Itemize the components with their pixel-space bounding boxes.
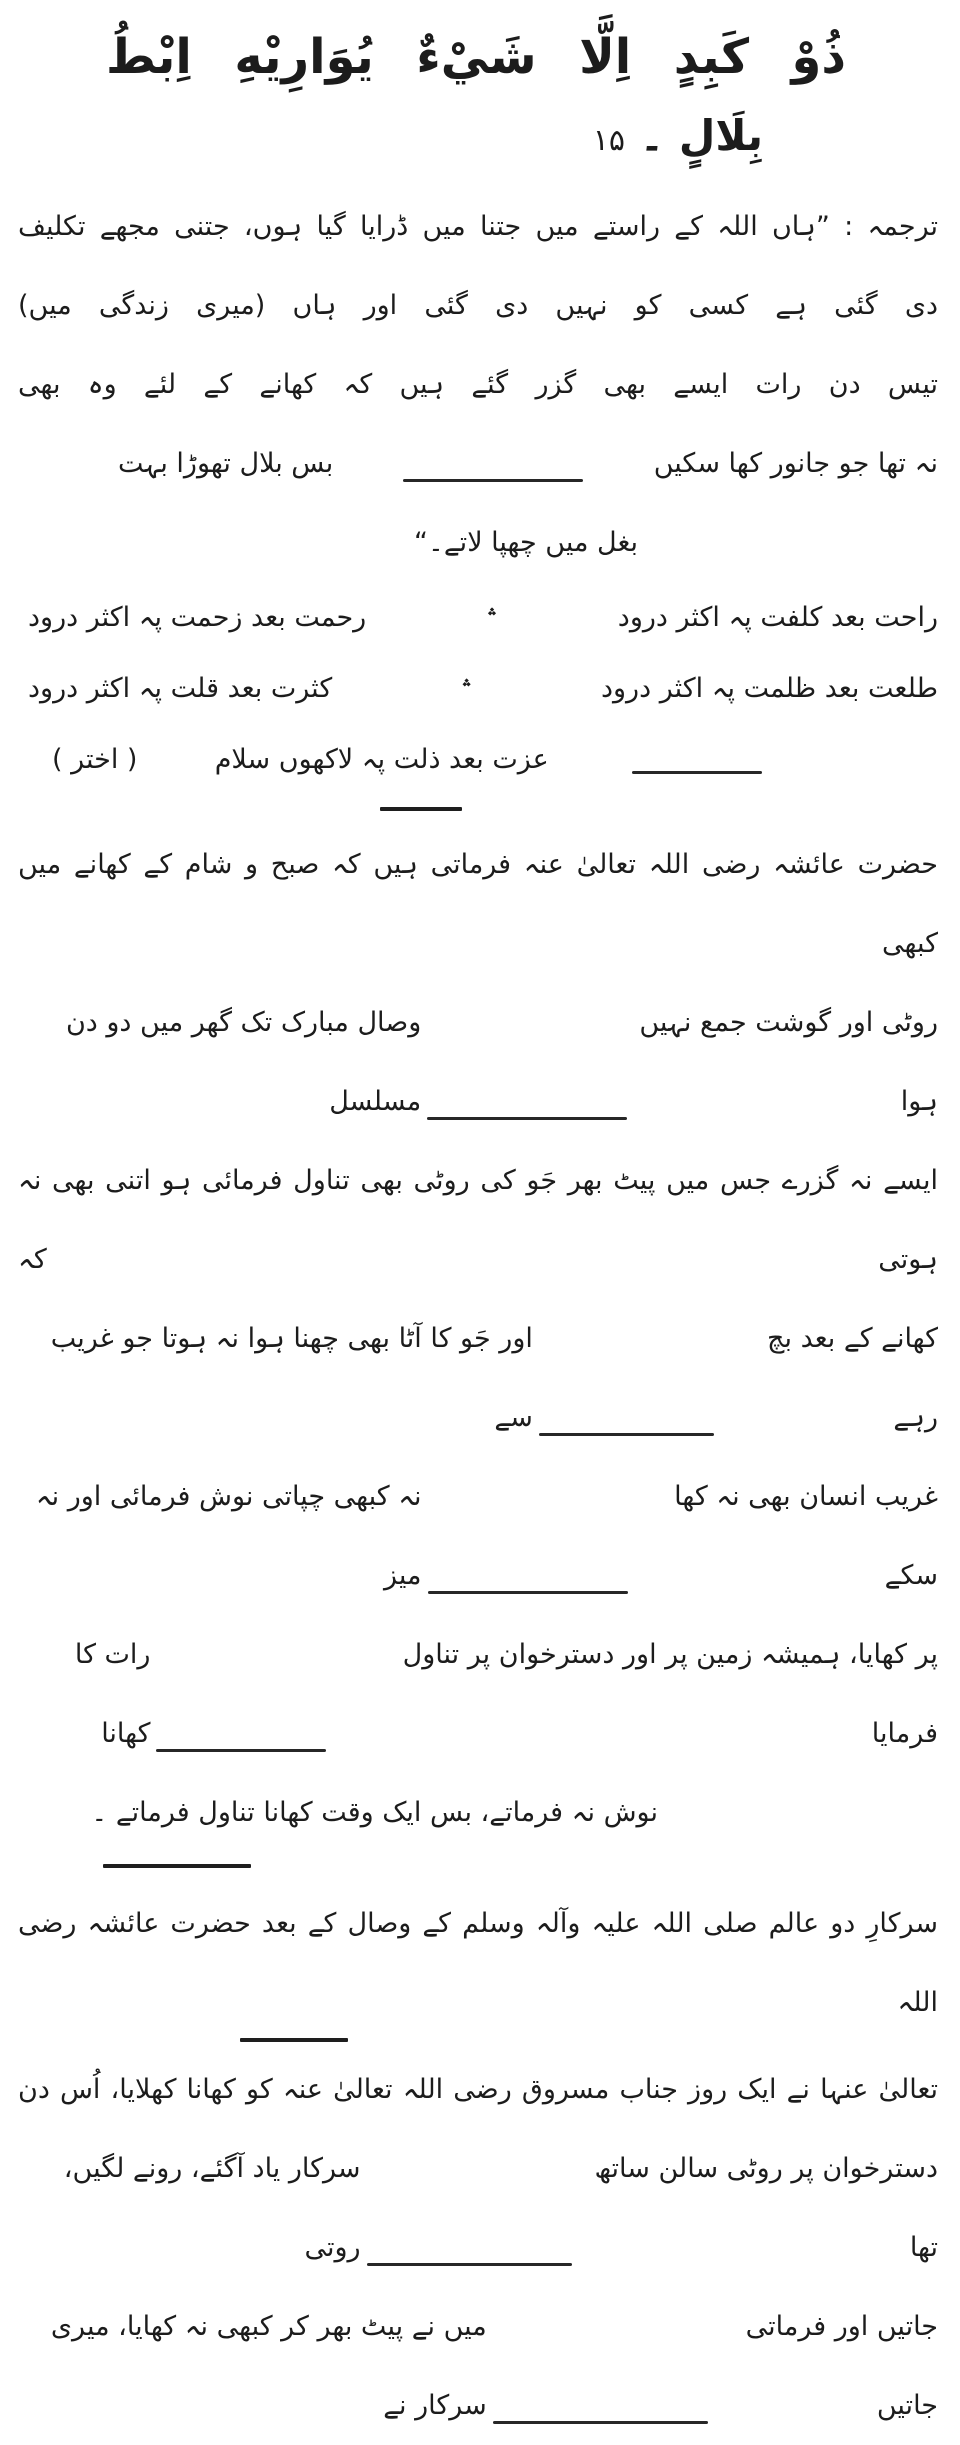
text-line: دی گئی ہے کسی کو نہیں دی گئی اور ہاں (میری زندگی میں) [18,290,938,321]
text-line: ترجمہ : ”ہاں اللہ کے راستے میں جتنا میں ڈرایا گیا ہوں، جتنی مجھے تکلیف [18,211,938,242]
verse-final-line [18,724,938,795]
text-line [18,1457,938,1615]
blank-separator [403,479,583,483]
text-line: بغل میں چھپا لاتے۔“ [414,527,638,558]
text-segment: میں نے پیٹ بھر کر کبھی نہ کھایا، میری سرکار نے [50,2311,487,2421]
text-line: سرکارِ دو عالم صلی اللہ علیہ وآلہ وسلم کے وصال کے بعد حضرت عائشہ رضی اللہ [18,1908,938,2018]
blank-separator [367,2263,572,2267]
section-divider [380,807,462,811]
blank-separator [493,2421,708,2425]
text-line [18,2287,938,2445]
page-body [18,187,938,2445]
arabic-hadith-text: بِلَالٍ ۔ [639,111,763,160]
text-line [18,424,938,503]
text-segment: وصال مبارک تک گھر میں دو دن مسلسل [65,1007,422,1117]
text-segment: نہ تھا جو جانور کھا سکیں [653,448,938,479]
text-line: حضرت عائشہ رضی اللہ تعالیٰ عنہ فرماتی ہیں کہ صبح و شام کے کھانے میں کبھی [18,849,938,959]
text-line: ایسے نہ گزرے جس میں پیٹ بھر جَو کی روٹی بھی تناول فرمائی ہو اتنی بھی نہ ہوتی کہ [18,1165,938,1275]
verse-right-hemistich: راحت بعد کلفت پہ اکثر درود [617,602,938,633]
text-segment: بس بلال تھوڑا بہت [118,448,334,479]
text-line [18,1615,938,1773]
text-line: نوش نہ فرماتے، بس ایک وقت کھانا تناول فرماتے ۔ [91,1797,658,1828]
text-line: تعالیٰ عنہا نے ایک روز جناب مسروق رضی اللہ تعالیٰ عنہ کو کھانا کھلایا، اُس دن [18,2074,938,2105]
text-line [18,2129,938,2287]
poet-attribution: ( اختر ) [52,744,138,775]
text-segment: رات کا کھانا [74,1639,151,1749]
text-line [18,983,938,1141]
verse-right-hemistich: طلعت بعد ظلمت پہ اکثر درود [601,673,938,704]
text-segment: دسترخوان پر روٹی سالن ساتھ تھا [594,2153,938,2263]
verse-line [18,582,938,653]
verse-left-hemistich: رحمت بعد زحمت پہ اکثر درود [28,602,367,633]
text-segment: روٹی اور گوشت جمع نہیں ہوا [639,1007,938,1117]
section-divider [103,1864,251,1868]
divider-row [18,1852,938,1884]
text-segment: اور جَو کا آٹا بھی چھنا ہوا نہ ہوتا جو غریب سے [50,1323,533,1433]
verse-mark: ؞ [460,676,473,700]
blank-separator [539,1433,714,1437]
text-segment: نہ کبھی چپاتی نوش فرمائی اور نہ میز [35,1481,422,1591]
blank-separator [156,1749,326,1753]
verse-left-hemistich: کثرت بعد قلت پہ اکثر درود [28,673,333,704]
footnote-number: ۱۵ [592,123,626,158]
blank-separator [427,1117,627,1121]
arabic-hadith-line-2 [18,104,938,173]
divider-row [18,2042,938,2050]
text-segment: کھانے کے بعد بچ رہے [767,1323,938,1433]
text-segment: جاتیں اور فرماتی جاتیں [745,2311,938,2421]
verse-text: عزت بعد ذلت پہ لاکھوں سلام [214,744,549,775]
text-line: تیس دن رات ایسے بھی گزر گئے ہیں کہ کھانے کے لئے وہ بھی [18,369,938,400]
text-segment: پر کھایا، ہمیشہ زمین پر اور دسترخوان پر تناول فرمایا [402,1639,938,1749]
text-segment: غریب انسان بھی نہ کھا سکے [674,1481,938,1591]
arabic-hadith-line-1: ذُوْ كَبِدٍ اِلَّا شَيْءٌ يُوَارِيْهِ اِبْطُ [106,29,846,85]
verse-mark: ؞ [486,605,498,629]
text-line [18,1299,938,1457]
blank-separator [632,771,762,775]
divider-row [18,795,938,825]
section-divider [240,2038,348,2042]
blank-separator [428,1591,628,1595]
verse-line [18,653,938,724]
text-segment: سرکار یاد آگئے، رونے لگیں، روتی [63,2153,361,2263]
